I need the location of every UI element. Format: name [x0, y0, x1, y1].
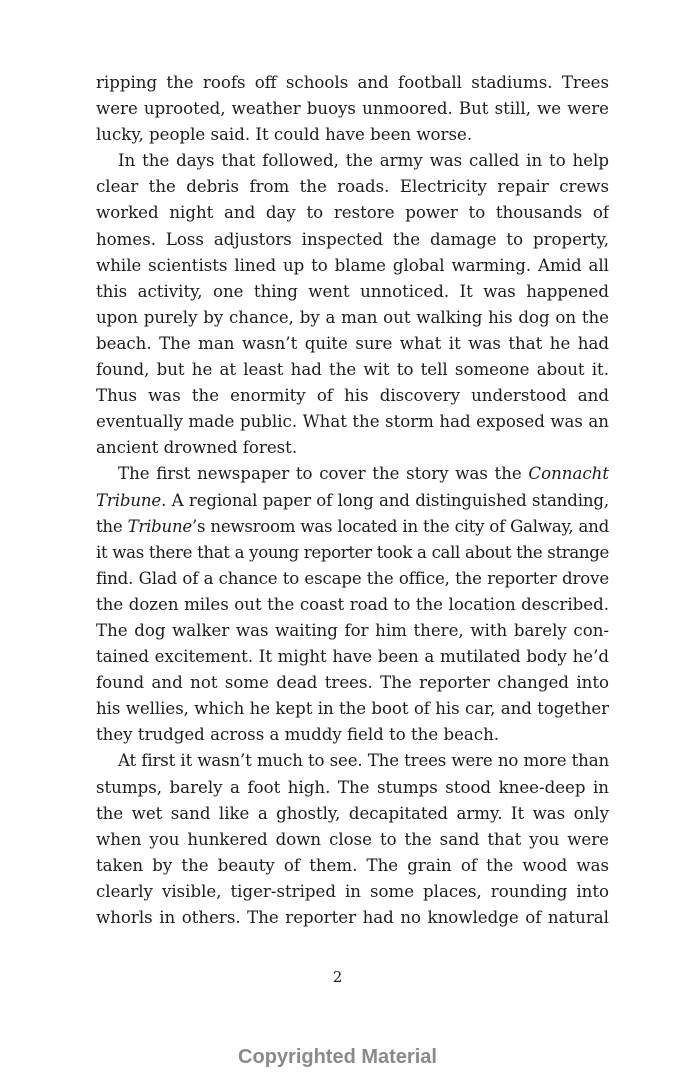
text-line: ancient drowned forest.: [96, 438, 298, 458]
text-line: clearly visible, tiger-striped in some places, rounding into: [96, 881, 609, 901]
text-line: eventually made public. What the storm had exposed was an: [96, 412, 609, 432]
text-line: this activity, one thing went unnoticed. It was happened: [96, 281, 609, 301]
text-line: lucky, people said. It could have been worse.: [96, 125, 473, 145]
copyright-watermark: Copyrighted Material: [238, 1046, 437, 1068]
text-line: the Tribune’s newsroom was located in the city of Galway, and: [96, 516, 609, 536]
text-line: the wet sand like a ghostly, decapitated army. It was only: [96, 803, 609, 823]
text-line: stumps, barely a foot high. The stumps stood knee-deep in: [96, 777, 609, 797]
text-line: the dozen miles out the coast road to the location described.: [96, 594, 609, 614]
text-line: it was there that a young reporter took a call about the strange: [96, 542, 609, 562]
text-line: were uprooted, weather buoys unmoored. But still, we were: [96, 99, 609, 119]
text-line: beach. The man wasn’t quite sure what it was that he had: [96, 333, 609, 353]
text-line: find. Glad of a chance to escape the office, the reporter drove: [96, 568, 609, 588]
text-line: whorls in others. The reporter had no knowledge of natural: [96, 908, 609, 927]
text-line: when you hunkered down close to the sand that you were: [96, 829, 609, 849]
text-line: tained excitement. It might have been a mutilated body he’d: [96, 647, 609, 667]
text-line: clear the debris from the roads. Electricity repair crews: [96, 177, 609, 197]
text-line: Thus was the enormity of his discovery understood and: [96, 386, 609, 406]
page-number: 2: [332, 968, 343, 986]
text-line: The dog walker was waiting for him there, with barely con-: [96, 620, 609, 640]
text-line: ripping the roofs off schools and football stadiums. Trees: [96, 73, 609, 92]
text-line: worked night and day to restore power to thousands of: [96, 203, 609, 223]
text-line: At first it wasn’t much to see. The trees were no more than: [118, 751, 609, 771]
text-line: they trudged across a muddy field to the beach.: [96, 725, 500, 745]
text-line: Tribune. A regional paper of long and distinguished standing,: [96, 490, 609, 510]
text-line: his wellies, which he kept in the boot of his car, and together: [96, 699, 609, 719]
text-line: In the days that followed, the army was called in to help: [118, 151, 609, 171]
text-line: taken by the beauty of them. The grain of the wood was: [96, 855, 609, 875]
body-text: [96, 70, 609, 931]
text-line: found and not some dead trees. The reporter changed into: [96, 673, 609, 693]
text-line: The first newspaper to cover the story was the Connacht: [118, 464, 609, 484]
text-line: found, but he at least had the wit to tell someone about it.: [96, 360, 609, 380]
text-line: homes. Loss adjustors inspected the damage to property,: [96, 229, 609, 249]
text-line: upon purely by chance, by a man out walking his dog on the: [96, 307, 609, 327]
text-line: while scientists lined up to blame global warming. Amid all: [96, 255, 609, 275]
